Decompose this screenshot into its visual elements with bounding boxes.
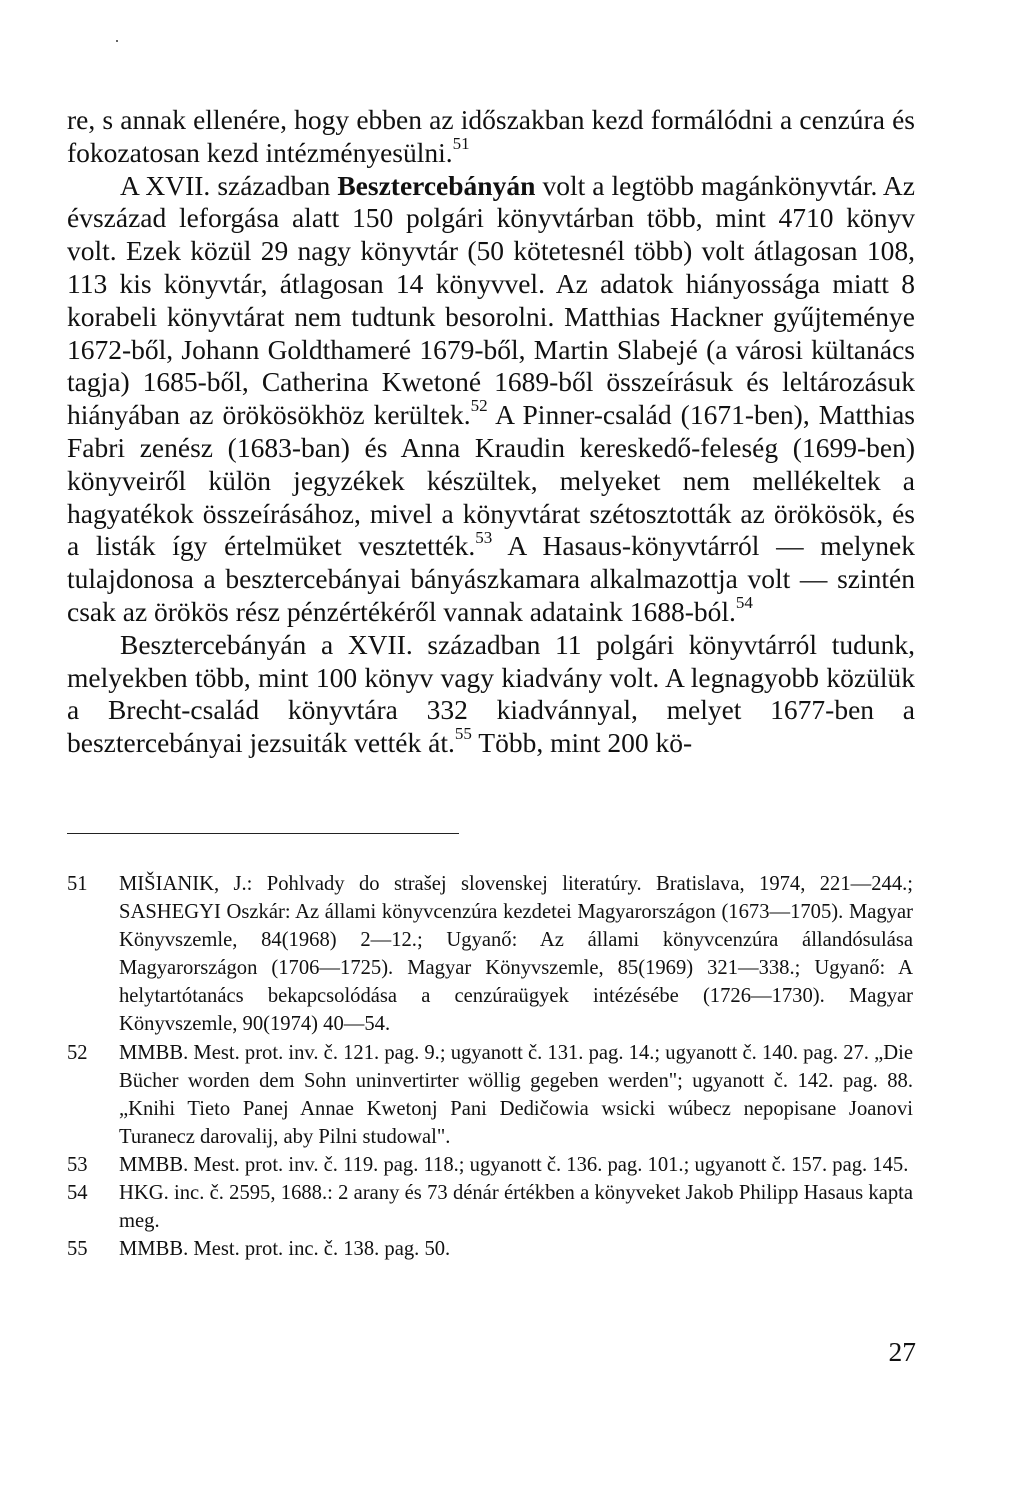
footnote-reference: 54: [735, 593, 753, 613]
body-text: [67, 104, 915, 760]
footnote-reference: 51: [452, 134, 470, 154]
body-paragraph: [67, 629, 915, 760]
footnote-52: [67, 1039, 913, 1151]
text-run: re, s annak ellenére, hogy ebben az időszakban kezd formálódni a cenzúra és fokozatosan kezd intézményesülni.: [67, 104, 915, 168]
footnote-number: 51: [67, 873, 88, 895]
footnote-reference: 55: [454, 724, 472, 744]
page-number: 27: [888, 1336, 916, 1367]
text-run: A Pinner-család (1671-ben), Matthias Fabri zenész (1683-ban) és Anna Kraudin kereskedő-feleség (1699-ben) könyveiről külön jegyzékek készültek, melyeket nem mellékeltek a hagyatékok összeírásához, mivel a könyvtárat szétosztották az örökösök, és a listák így értelmüket vesztették.: [67, 399, 915, 562]
body-paragraph: [67, 104, 915, 170]
footnote-51: [67, 870, 913, 1039]
footnotes: [67, 870, 913, 1263]
text-run: A Hasaus-könyvtárról — melynek tulajdonosa a besztercebányai bányászkamara alkalmazottja volt — szintén csak az örökös rész pénzértékéről vannak adataink 1688-ból.: [67, 530, 915, 627]
scan-speck: [116, 40, 118, 42]
footnote-text: MMBB. Mest. prot. inv. č. 119. pag. 118.; ugyanott č. 136. pag. 101.; ugyanott č. 157. pag. 145.: [119, 1153, 909, 1176]
footnote-text: MMBB. Mest. prot. inc. č. 138. pag. 50.: [119, 1238, 451, 1261]
text-run: Besztercebányán a XVII. században 11 polgári könyvtárról tudunk, melyekben több, mint 100 könyv vagy kiadvány volt. A legnagyobb közülük a Brecht-család könyvtára 332 kiadvánnyal, melyet 1677-ben a besztercebányai jezsuiták vették át.: [67, 628, 915, 759]
emphasized-text: Besztercebányán: [337, 169, 536, 201]
footnote-number: 53: [67, 1153, 88, 1176]
footnote-55: [67, 1235, 913, 1263]
footnote-reference: 52: [470, 396, 488, 416]
text-run: volt a legtöbb magánkönyvtár. Az évszázad leforgása alatt 150 polgári könyvtárban több, mint 4710 könyv volt. Ezek közül 29 nagy könyvtár (50 kötetesnél több) volt átlagosan 108, 113 kis könyvtár, átlagosan 14 könyvvel. Az adatok hiányossága miatt 8 korabeli könyvtárat nem tudtunk besorolni. Matthias Hackner gyűjteménye 1672-ből, Johann Goldthameré 1679-ből, Martin Slabejé (a városi kültanács tagja) 1685-ből, Catherina Kwetoné 1689-ből összeírásuk és leltározásuk hiányában az örökösökhöz kerültek.: [67, 169, 915, 431]
footnote-text: MMBB. Mest. prot. inv. č. 121. pag. 9.; ugyanott č. 131. pag. 14.; ugyanott č. 140. pag. 27. „Die Bücher worden dem Sohn uninvertirter wöllig gegeben werden"; ugyanott č. 142. pag. 88. „Knihi Tieto Panej Annae Kwetonj Pani Dedičowia wsicki wúbecz nepopisane Joanovi Turanecz darovalij, aby Pilni studowal".: [119, 1041, 913, 1148]
footnote-number: 55: [67, 1238, 88, 1261]
footnote-text: HKG. inc. č. 2595, 1688.: 2 arany és 73 dénár értékben a könyveket Jakob Philipp Hasaus kapta meg.: [119, 1182, 913, 1233]
footnote-number: 52: [67, 1041, 88, 1064]
body-paragraph: [67, 170, 915, 629]
text-run: Több, mint 200 kö-: [471, 727, 693, 759]
footnote-text: MIŠIANIK, J.: Pohlvady do strašej slovenskej literatúry. Bratislava, 1974, 221—244.; SASHEGYI Oszkár: Az állami könyvcenzúra kezdetei Magyarországon (1673—1705). Magyar Könyvszemle, 84(1968) 2—12.; Ugyanő: Az állami könyvcenzúra állandósulása Magyarországon (1706—1725). Magyar Könyvszemle, 85(1969) 321—338.; Ugyanő: A helytartótanács bekapcsolódása a cenzúraügyek intézésébe (1726—1730). Magyar Könyvszemle, 90(1974) 40—54.: [119, 873, 913, 1036]
text-run: A XVII. században: [120, 169, 338, 201]
footnote-number: 54: [67, 1182, 88, 1205]
footnote-54: [67, 1179, 913, 1235]
footnote-separator: [67, 833, 459, 834]
footnote-reference: 53: [475, 527, 493, 547]
footnote-53: [67, 1151, 913, 1179]
